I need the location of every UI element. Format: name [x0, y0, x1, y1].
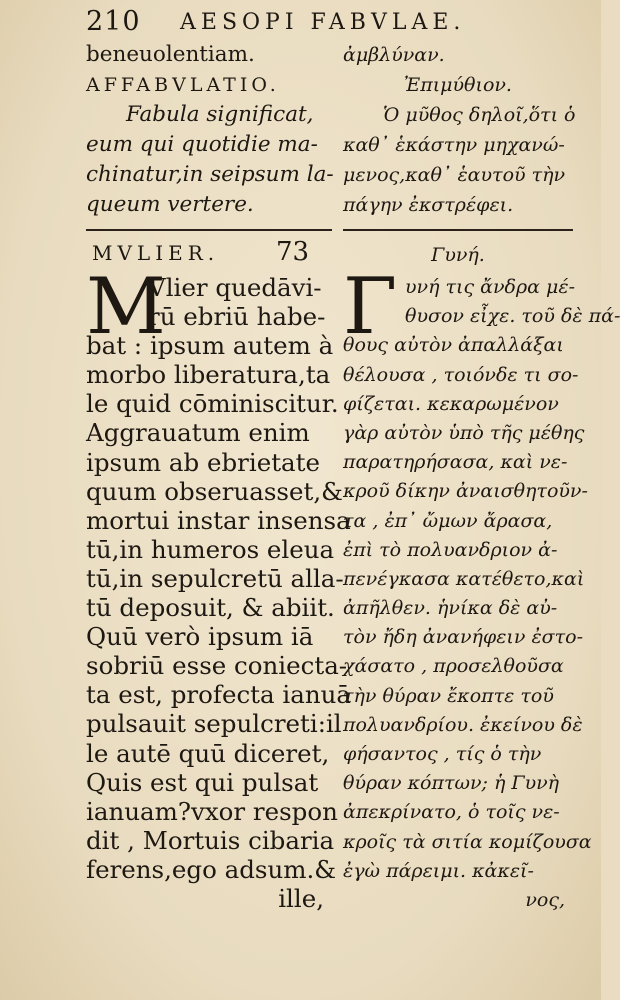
greek-body-line: τὸν ἤδη ἀνανήφειν ἐστο-	[343, 626, 584, 649]
greek-moral-line: πάγην ἐκστρέφει.	[343, 194, 514, 216]
greek-moral-line: μενος,καθ᾽ ἑαυτοῦ τὴν	[343, 164, 566, 186]
greek-last-line: νος,	[525, 888, 565, 911]
latin-body-line: bat : ipsum autem à	[86, 331, 334, 361]
greek-moral-line: καθ᾽ ἑκάστην μηχανώ-	[343, 134, 565, 156]
greek-body-line: χάσατο , προσελθοῦσα	[343, 655, 564, 678]
latin-divider	[86, 229, 332, 231]
greek-body-line: γὰρ αὐτὸν ὑπὸ τῆς μέθης	[343, 421, 585, 444]
greek-drop-cap: Γ	[343, 262, 398, 352]
latin-body-line: Vlier quedāvi-	[148, 273, 322, 302]
latin-moral-line: eum qui quotidie ma-	[86, 132, 318, 157]
greek-body-line: φίζεται. κεκαρωμένον	[343, 392, 559, 415]
latin-body-line: ianuam?vxor respon	[86, 796, 338, 826]
latin-moral-line: queum vertere.	[86, 192, 254, 217]
latin-top-line: beneuolentiam.	[86, 42, 255, 67]
latin-body-line: Aggrauatum enim	[86, 418, 310, 448]
running-title: AESOPI FABVLAE.	[180, 10, 466, 35]
latin-body-line: tū,in sepulcretū alla-	[86, 563, 344, 593]
greek-body-line: ἐγὼ πάρειμι. κἀκεῖ-	[343, 859, 534, 882]
latin-body-line: pulsauit sepulcreti:il	[86, 709, 342, 739]
greek-body-line: φήσαντος , τίς ὁ τὴν	[343, 743, 542, 765]
latin-body-line: tū,in humeros eleua	[86, 534, 335, 564]
latin-body-line: Quū verò ipsum iā	[86, 622, 314, 652]
greek-body-line: τα , ἐπ᾽ ὤμων ἄρασα,	[343, 509, 553, 532]
latin-column	[86, 40, 352, 913]
latin-body-line: ferens,ego adsum.&	[86, 854, 337, 884]
latin-body-line: ta est, profecta ianuā	[86, 680, 352, 710]
greek-fable-text	[343, 262, 620, 915]
greek-body-line: παρατηρήσασα, καὶ νε-	[343, 451, 568, 474]
page-number: 210	[86, 6, 141, 37]
latin-body-line: rū ebriū habe-	[148, 302, 326, 332]
epimythion-heading: Ἐπιμύθιον.	[404, 74, 512, 96]
greek-top-line: ἀμβλύναν.	[343, 44, 445, 66]
latin-body-line: le autē quū diceret,	[86, 738, 330, 768]
greek-body-line: πολυανδρίου. ἐκείνου δὲ	[343, 713, 583, 736]
greek-body-line: θύραν κόπτων; ἡ Γυνὴ	[343, 772, 560, 795]
greek-body-line: πενέγκασα κατέθετο,καὶ	[343, 567, 585, 590]
affabulatio-heading: AFFABVLATIO.	[86, 74, 280, 96]
latin-body-line: Quis est qui pulsat	[86, 767, 319, 797]
greek-body-line: θέλουσα , τοιόνδε τι σο-	[343, 363, 579, 386]
latin-body-line: quum obseruasset,&	[86, 476, 343, 506]
greek-body-line: ἀπεκρίνατο, ὁ τοῖς νε-	[343, 801, 560, 824]
greek-body-line: ἀπῆλθεν. ἡνίκα δὲ αὐ-	[343, 597, 558, 620]
latin-body-line: mortui instar insensa	[86, 505, 351, 535]
latin-moral-line: Fabula significat,	[126, 102, 314, 127]
greek-divider	[343, 229, 573, 231]
latin-body-line: tū deposuit, & abiit.	[86, 593, 335, 623]
latin-fable-text	[86, 262, 352, 913]
latin-fable-title: MVLIER.	[92, 241, 220, 265]
greek-moral-line: Ὁ μῦθος δηλοῖ,ὅτι ὁ	[383, 104, 576, 126]
greek-body-line: κροῖς τὰ σιτία κομίζουσα	[343, 830, 592, 853]
latin-last-line: ille,	[278, 883, 324, 913]
page-header	[0, 6, 601, 40]
latin-body-line: ipsum ab ebrietate	[86, 447, 320, 477]
latin-body-line: sobriū esse coniecta-	[86, 651, 348, 681]
greek-body-line: θυσον εἶχε. τοῦ δὲ πά-	[405, 305, 620, 328]
greek-body-line: ἐπὶ τὸ πολυανδριον ἀ-	[343, 538, 558, 561]
greek-fable-title: Γυνή.	[431, 244, 485, 266]
greek-body-line: θους αὐτὸν ἀπαλλάξαι	[343, 334, 564, 357]
latin-body-line: morbo liberatura,ta	[86, 360, 331, 390]
latin-moral-line: chinatur,in seipsum la-	[86, 162, 334, 187]
fable-number: 73	[276, 237, 310, 267]
greek-column	[343, 40, 620, 915]
latin-body-line: le quid cōminiscitur.	[86, 389, 339, 419]
greek-body-line: τὴν θύραν ἔκοπτε τοῦ	[343, 684, 554, 707]
greek-body-line: κροῦ δίκην ἀναισθητοῦν-	[343, 480, 588, 503]
latin-body-line: dit , Mortuis cibaria	[86, 825, 335, 855]
latin-drop-cap: M	[86, 262, 166, 352]
greek-body-line: υνή τις ἄνδρα μέ-	[405, 276, 575, 298]
